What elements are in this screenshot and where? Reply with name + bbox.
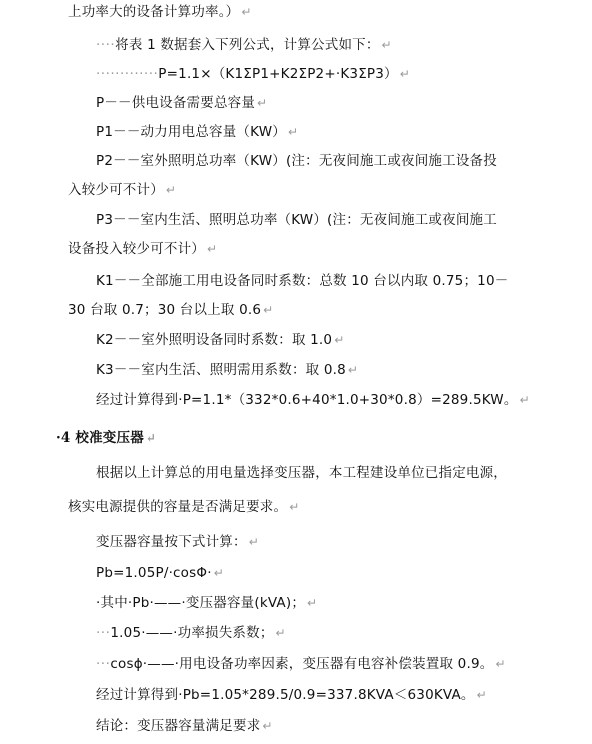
- leader-dots: ···: [96, 625, 111, 641]
- line-text: P=1.1×（K1ΣP1+K2ΣP2+·K3ΣP3）: [158, 66, 398, 82]
- paragraph-mark-icon: ↵: [165, 183, 177, 197]
- text-line: [96, 122, 298, 142]
- line-text: 根据以上计算总的用电量选择变压器，本工程建设单位已指定电源，: [96, 465, 507, 481]
- line-text: P3－－室内生活、照明总功率（KW）(注：无夜间施工或夜间施工: [96, 212, 497, 228]
- text-line: [96, 463, 507, 483]
- paragraph-mark-icon: ↵: [241, 5, 252, 19]
- section-heading: [56, 428, 156, 448]
- line-text: ·4 校准变压器: [56, 430, 144, 446]
- line-text: P2－－室外照明总功率（KW）(注：无夜间施工或夜间施工设备投: [96, 153, 497, 169]
- paragraph-mark-icon: ↵: [213, 566, 224, 580]
- text-line: [96, 210, 497, 230]
- text-line: [96, 593, 317, 613]
- line-text: K2－－室外照明设备同时系数：取 1.0: [96, 332, 333, 348]
- leader-dots: ···: [96, 656, 111, 672]
- text-line: [96, 654, 506, 674]
- paragraph-mark-icon: ↵: [495, 657, 506, 671]
- line-text: P1－－动力用电总容量（KW）: [96, 124, 286, 140]
- text-line: [96, 716, 273, 736]
- line-text: 将表 1 数据套入下列公式，计算公式如下：: [115, 37, 380, 53]
- paragraph-mark-icon: ↵: [347, 363, 359, 377]
- text-line: [96, 623, 286, 643]
- text-line: [96, 330, 344, 350]
- paragraph-mark-icon: ↵: [262, 719, 273, 733]
- text-line: [68, 239, 217, 259]
- line-text: 30 台取 0.7；30 台以上取 0.6: [68, 302, 262, 318]
- text-line: [96, 271, 508, 291]
- paragraph-mark-icon: ↵: [381, 38, 392, 52]
- line-text: P－－供电设备需要总容量: [96, 95, 256, 111]
- line-text: 结论：变压器容量满足要求: [96, 718, 261, 734]
- line-text: 经过计算得到·Pb=1.05*289.5/0.9=337.8KVA＜630KVA。: [96, 687, 475, 703]
- text-line: [96, 64, 410, 84]
- paragraph-mark-icon: ↵: [263, 303, 274, 317]
- paragraph-mark-icon: ↵: [275, 626, 286, 640]
- paragraph-mark-icon: ↵: [248, 535, 259, 549]
- text-line: [96, 685, 487, 705]
- paragraph-mark-icon: ↵: [145, 431, 157, 445]
- text-line: [96, 532, 259, 552]
- line-text: ·其中·Pb·——·变压器容量(kVA)；: [96, 595, 306, 611]
- line-text: 核实电源提供的容量是否满足要求。: [68, 499, 288, 515]
- paragraph-mark-icon: ↵: [289, 500, 300, 514]
- line-text: 入较少可不计）: [68, 182, 164, 198]
- text-line: [68, 497, 299, 517]
- line-text: K3－－室内生活、照明需用系数：取 0.8: [96, 362, 346, 378]
- text-line: [96, 360, 358, 380]
- line-text: 经过计算得到·P=1.1*（332*0.6+40*1.0+30*0.8）=289.5KW。: [96, 392, 518, 408]
- text-line: [96, 35, 392, 55]
- line-text: 变压器容量按下式计算：: [96, 534, 247, 550]
- line-text: Pb=1.05P/·cosΦ·: [96, 565, 212, 581]
- paragraph-mark-icon: ↵: [257, 96, 268, 110]
- paragraph-mark-icon: ↵: [334, 333, 345, 347]
- paragraph-mark-icon: ↵: [399, 67, 411, 81]
- paragraph-mark-icon: ↵: [307, 596, 318, 610]
- text-line: [68, 300, 273, 320]
- text-line: [96, 390, 530, 410]
- text-line: [96, 563, 224, 583]
- paragraph-mark-icon: ↵: [476, 688, 487, 702]
- paragraph-mark-icon: ↵: [519, 393, 530, 407]
- line-text: 上功率大的设备计算功率。）: [68, 4, 240, 20]
- line-text: cosϕ·——·用电设备功率因素，变压器有电容补偿装置取 0.9。: [110, 656, 494, 672]
- line-text: K1－－全部施工用电设备同时系数：总数 10 台以内取 0.75；10－: [96, 273, 509, 289]
- text-line: [68, 180, 176, 200]
- paragraph-mark-icon: ↵: [287, 125, 299, 139]
- text-line: [96, 93, 267, 113]
- line-text: 1.05·——·功率损失系数；: [110, 625, 274, 641]
- line-text: 设备投入较少可不计）: [68, 241, 205, 257]
- leader-dots: ····: [96, 37, 116, 53]
- leader-dots: ·············: [96, 66, 159, 82]
- text-line: [68, 2, 252, 22]
- paragraph-mark-icon: ↵: [207, 242, 218, 256]
- text-line: [96, 151, 497, 171]
